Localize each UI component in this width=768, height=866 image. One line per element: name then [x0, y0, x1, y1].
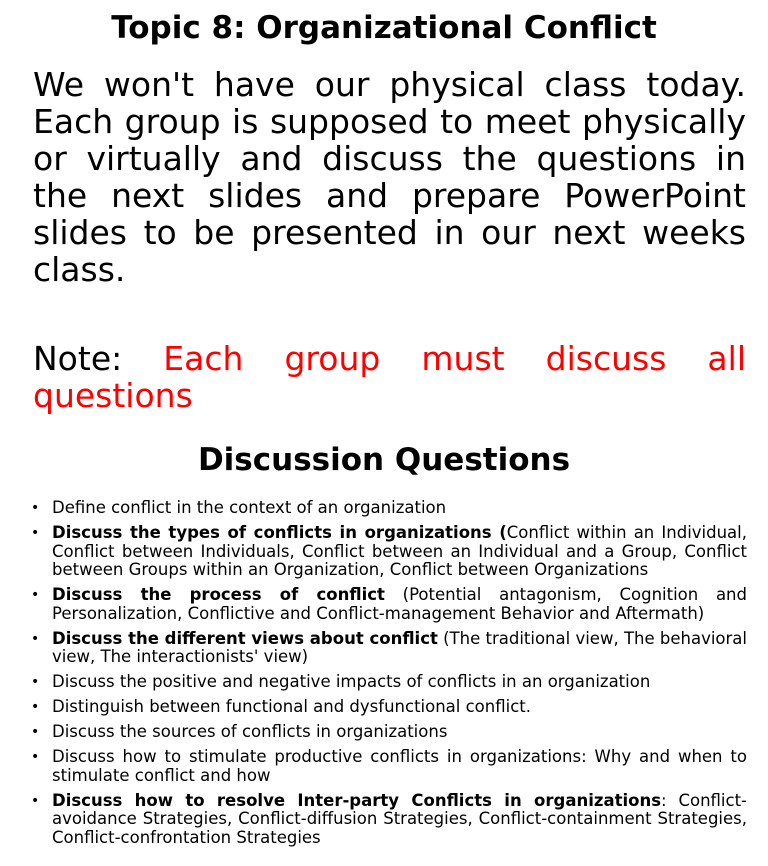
question-text: Conflict within an Individual, Conflict between Individuals, Conflict between an Individual and a Group, Conflict between Groups within an Organization, Conflict between Organizations [52, 523, 747, 579]
bullet-icon: • [31, 630, 40, 647]
question-text: Discuss the sources of conflicts in organizations [52, 722, 448, 741]
question-bold-text: Discuss how to resolve Inter-party Conflicts in organizations [52, 790, 662, 810]
list-item [31, 698, 747, 717]
list-item [31, 586, 747, 623]
bullet-icon: • [31, 724, 40, 740]
bullet-icon: • [31, 525, 40, 541]
note-label: Note: [33, 339, 164, 378]
question-text: (Potential antagonism, Cognition and Personalization, Conflictive and Conflict-management Behavior and Aftermath) [52, 585, 747, 623]
list-item [31, 524, 747, 580]
discussion-question-list [31, 499, 747, 854]
bullet-icon: • [31, 587, 40, 603]
bullet-icon: • [31, 749, 40, 765]
question-text: Distinguish between functional and dysfunctional conflict. [52, 697, 531, 716]
question-bold-text: Discuss the types of conflicts in organizations ( [52, 523, 507, 542]
list-item [31, 630, 747, 667]
bullet-icon: • [31, 792, 40, 809]
question-text: Discuss how to stimulate productive conflicts in organizations: Why and when to stimulate conflict and how [52, 747, 747, 785]
note-highlight-text: Each group must discuss all questions [33, 339, 746, 415]
question-text: (The traditional view, The behavioral view, The interactionists' view) [52, 628, 747, 666]
question-text: : Conflict-avoidance Strategies, Conflict-diffusion Strategies, Conflict-containment Strategies, Conflict-confrontation Strategies [52, 790, 747, 847]
bullet-icon: • [31, 674, 40, 690]
page-title: Topic 8: Organizational Conflict [111, 10, 657, 46]
question-text: Discuss the positive and negative impacts of conflicts in an organization [52, 672, 651, 691]
question-bold-text: Discuss the process of conflict [52, 585, 385, 604]
list-item [31, 499, 747, 518]
list-item [31, 673, 747, 692]
intro-paragraph: We won't have our physical class today. Each group is supposed to meet physically or virtually and discuss the questions in the next slides and prepare PowerPoint slides to be presented in our next weeks class. [33, 65, 746, 289]
list-item [31, 792, 747, 848]
note-paragraph [33, 340, 746, 414]
section-heading: Discussion Questions [197, 442, 571, 478]
list-item [31, 748, 747, 785]
question-bold-text: Discuss the different views about conflict [52, 628, 438, 648]
bullet-icon: • [31, 699, 40, 715]
list-item [31, 723, 747, 742]
bullet-icon: • [31, 500, 40, 516]
question-text: Define conflict in the context of an organization [52, 498, 447, 517]
